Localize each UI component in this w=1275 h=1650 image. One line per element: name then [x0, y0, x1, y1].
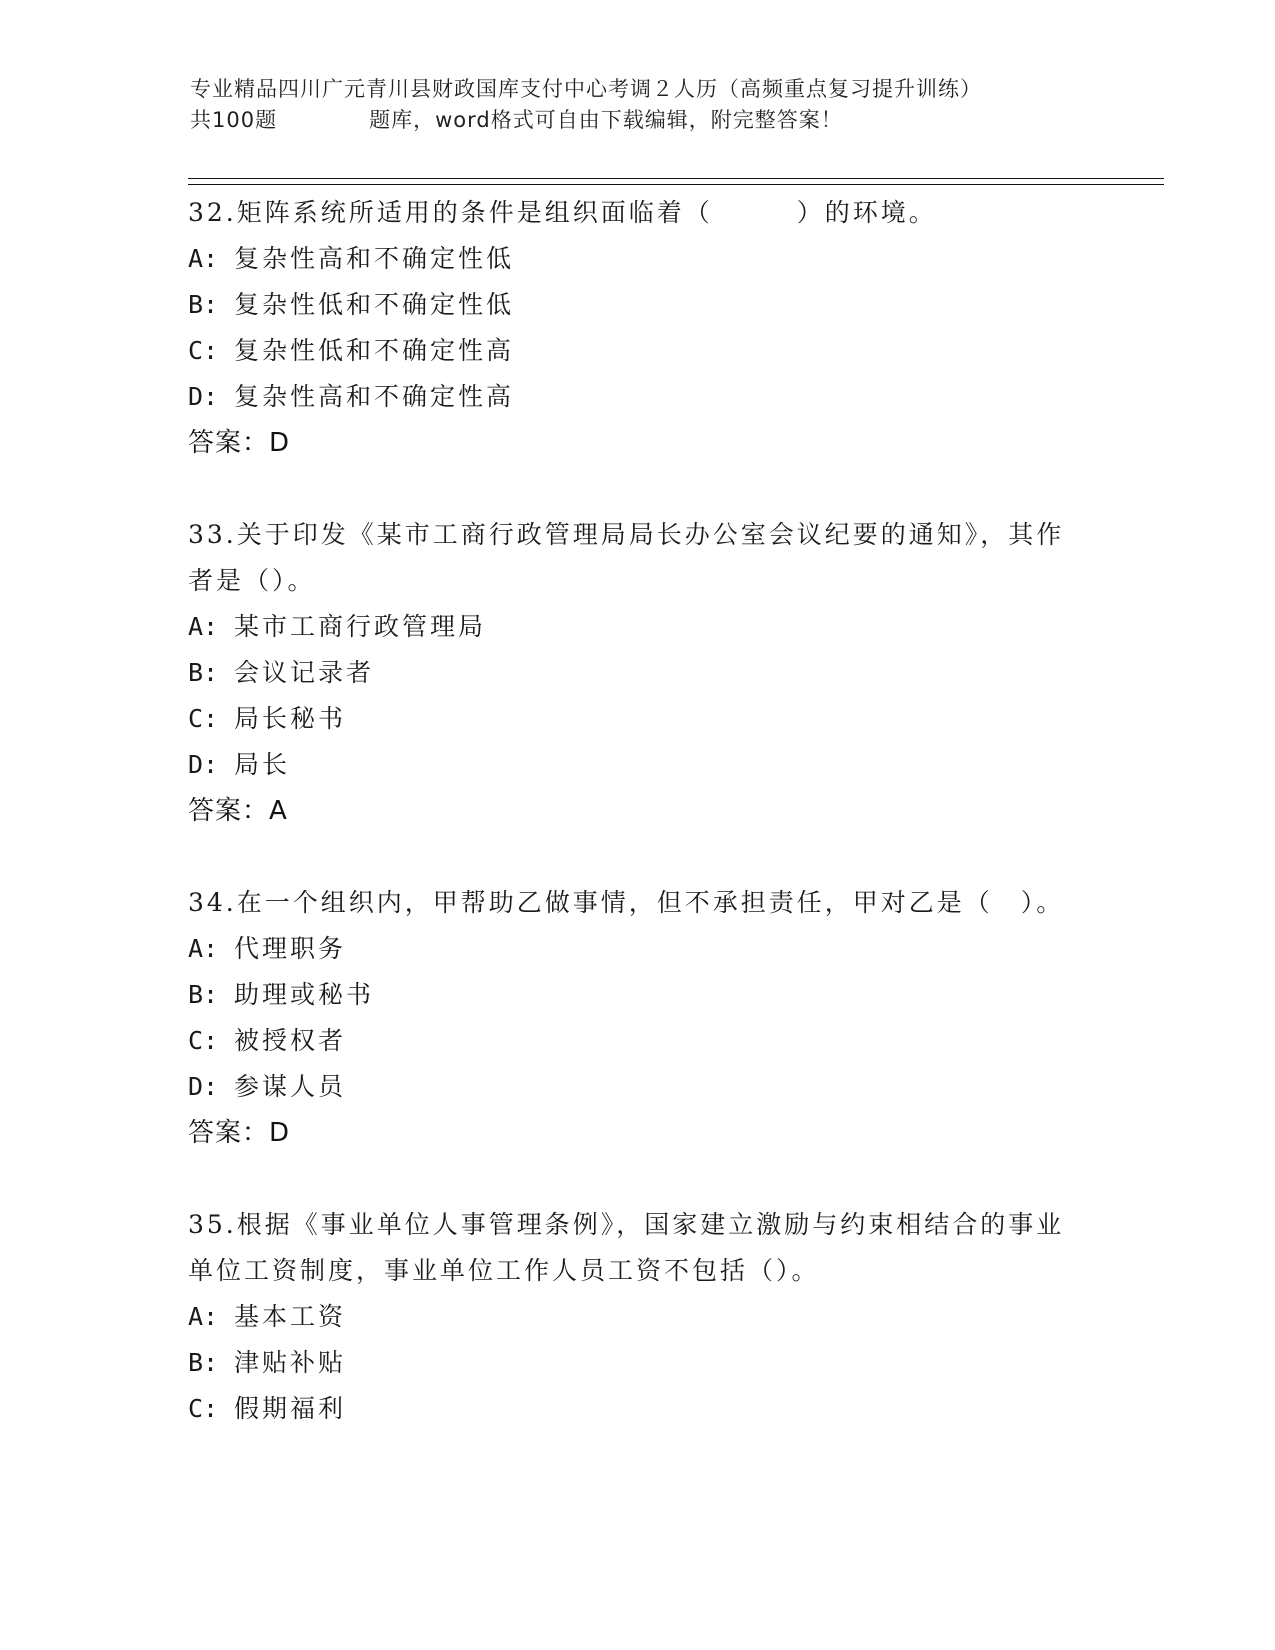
question-35	[188, 1202, 1088, 1432]
answer-line: 答案：D	[188, 428, 291, 458]
question-stem: 35.根据《事业单位人事管理条例》，国家建立激励与约束相结合的事业单位工资制度，事业单位工作人员工资不包括（）。	[188, 1210, 1065, 1285]
answer-line: 答案：A	[188, 796, 288, 826]
answer-line: 答案：D	[188, 1118, 291, 1148]
question-stem: 34.在一个组织内，甲帮助乙做事情，但不承担责任，甲对乙是（ ）。	[188, 888, 1065, 917]
option-c: C: 被授权者	[188, 1026, 347, 1055]
option-d: D: 复杂性高和不确定性高	[188, 382, 515, 411]
option-d: D: 局长	[188, 750, 291, 779]
question-33	[188, 512, 1088, 834]
header-description: 题库，word格式可自由下载编辑，附完整答案！	[369, 108, 843, 132]
option-a: A: 基本工资	[188, 1302, 347, 1331]
header-divider-bottom	[188, 184, 1164, 185]
option-c: C: 假期福利	[188, 1394, 347, 1423]
header-title: 专业精品四川广元青川县财政国库支付中心考调２人历（高频重点复习提升训练）	[190, 77, 982, 101]
option-d: D: 参谋人员	[188, 1072, 347, 1101]
option-a: A: 某市工商行政管理局	[188, 612, 487, 641]
question-34	[188, 880, 1088, 1156]
question-32	[188, 190, 1088, 466]
header-question-count: 共100题	[190, 108, 278, 132]
header-subtitle	[190, 105, 1090, 136]
document-header	[190, 74, 1090, 136]
question-stem: 33.关于印发《某市工商行政管理局局长办公室会议纪要的通知》，其作者是（）。	[188, 520, 1065, 595]
option-a: A: 代理职务	[188, 934, 347, 963]
option-c: C: 局长秘书	[188, 704, 347, 733]
option-b: B: 助理或秘书	[188, 980, 375, 1009]
question-stem: 32.矩阵系统所适用的条件是组织面临着（ ）的环境。	[188, 198, 937, 227]
question-list	[188, 190, 1088, 1478]
header-divider-top	[188, 178, 1164, 179]
option-b: B: 津贴补贴	[188, 1348, 347, 1377]
option-c: C: 复杂性低和不确定性高	[188, 336, 515, 365]
option-b: B: 复杂性低和不确定性低	[188, 290, 515, 319]
option-a: A: 复杂性高和不确定性低	[188, 244, 515, 273]
option-b: B: 会议记录者	[188, 658, 375, 687]
